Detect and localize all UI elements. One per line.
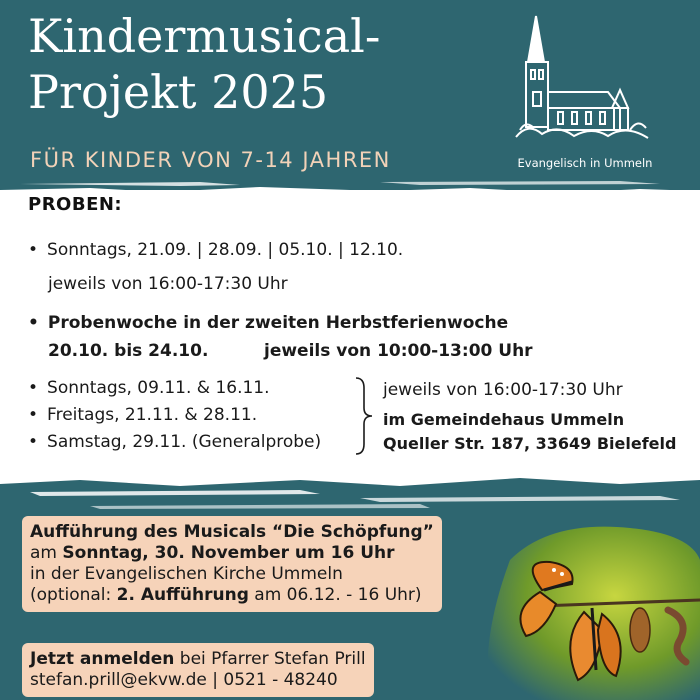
- location-address: Queller Str. 187, 33649 Bielefeld: [383, 434, 677, 453]
- registration-box: [22, 643, 374, 697]
- rehearsal-week-title: • Probenwoche in der zweiten Herbstferienwoche: [28, 313, 508, 333]
- performance-box: [22, 516, 442, 612]
- performance-location: in der Evangelischen Kirche Ummeln: [30, 564, 343, 584]
- list-item: • Samstag, 29.11. (Generalprobe): [28, 432, 321, 452]
- logo-caption: Evangelisch in Ummeln: [517, 156, 653, 170]
- performance-optional: (optional: 2. Aufführung am 06.12. - 16 Uhr): [30, 585, 422, 605]
- registration-call: Jetzt anmelden: [30, 649, 175, 669]
- church-icon: [508, 12, 658, 162]
- sundays-first-dates: • Sonntags, 21.09. | 28.09. | 05.10. | 12.10.: [28, 240, 403, 260]
- curly-brace-icon: [352, 376, 374, 456]
- butterfly-metamorphosis-icon: [480, 520, 700, 700]
- rehearsals-label: PROBEN:: [28, 194, 123, 215]
- registration-contact: stefan.prill@ekvw.de | 0521 - 48240: [30, 670, 338, 690]
- sundays-first-time: jeweils von 16:00-17:30 Uhr: [48, 274, 288, 294]
- list-item: • Freitags, 21.11. & 28.11.: [28, 405, 257, 425]
- title-line-1: Kindermusical-: [28, 9, 381, 63]
- poster-title: [28, 8, 380, 120]
- age-subtitle: FÜR KINDER VON 7-14 JAHREN: [30, 148, 391, 172]
- rehearsal-week-time: jeweils von 10:00-13:00 Uhr: [264, 341, 533, 361]
- performance-date: am Sonntag, 30. November um 16 Uhr: [30, 543, 395, 563]
- performance-title: Aufführung des Musicals “Die Schöpfung”: [30, 522, 434, 542]
- list-time: jeweils von 16:00-17:30 Uhr: [383, 380, 623, 400]
- rehearsal-week-dates: 20.10. bis 24.10.: [48, 341, 209, 361]
- location-name: im Gemeindehaus Ummeln: [383, 410, 625, 429]
- title-line-2: Projekt 2025: [28, 65, 329, 119]
- registration-pastor: bei Pfarrer Stefan Prill: [174, 649, 366, 669]
- brush-stroke-bottom: [0, 462, 700, 518]
- list-item: • Sonntags, 09.11. & 16.11.: [28, 378, 270, 398]
